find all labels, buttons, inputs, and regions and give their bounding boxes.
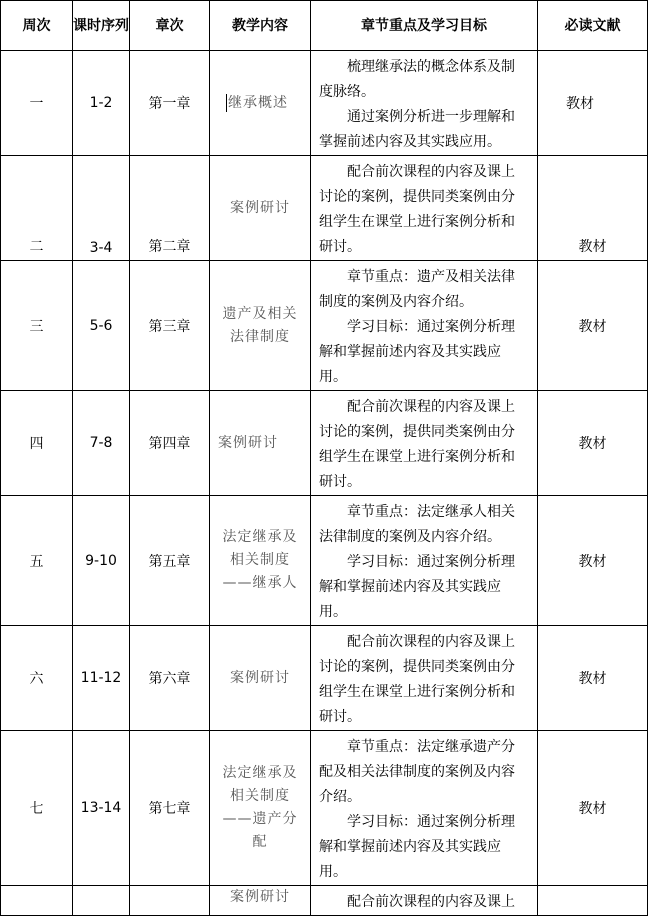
goal-paragraph: 学习目标：通过案例分析理解和掌握前述内容及其实践应用。 (319, 554, 515, 620)
chapter-cell: 第二章 (130, 156, 210, 261)
goal-paragraph: 配合前次课程的内容及课上讨论的案例，提供同类案例由分组学生在课堂上进行案例分析和研讨。 (319, 164, 515, 255)
content-text: 继承概述 (228, 94, 288, 111)
header-goals: 章节重点及学习目标 (311, 1, 538, 51)
chapter-cell: 第六章 (130, 626, 210, 731)
goals-cell (311, 391, 538, 496)
reading-cell (538, 886, 648, 916)
table-row (1, 886, 648, 916)
hours-cell: 1-2 (73, 51, 130, 156)
goal-paragraph: 学习目标：通过案例分析理解和掌握前述内容及其实践应用。 (319, 319, 515, 385)
table-row (1, 731, 648, 886)
hours-cell: 5-6 (73, 261, 130, 391)
chapter-cell: 第七章 (130, 731, 210, 886)
hours-cell: 7-8 (73, 391, 130, 496)
reading-cell: 教材 (538, 51, 648, 156)
hours-cell: 13-14 (73, 731, 130, 886)
table-row (1, 391, 648, 496)
week-cell (1, 886, 73, 916)
hours-cell (73, 886, 130, 916)
chapter-cell: 第一章 (130, 51, 210, 156)
header-chapter: 章次 (130, 1, 210, 51)
text-cursor (226, 94, 227, 112)
goal-paragraph: 梳理继承法的概念体系及制度脉络。 (319, 59, 515, 100)
chapter-cell: 第五章 (130, 496, 210, 626)
goals-cell (311, 156, 538, 261)
hours-cell: 3-4 (73, 156, 130, 261)
reading-cell: 教材 (538, 261, 648, 391)
goal-paragraph: 配合前次课程的内容及课上讨论的案例，提供同类案例由分组学生在课堂上进行案例分析和研讨。 (319, 399, 515, 490)
content-cell: 法定继承及相关制度——遗产分配 (210, 731, 311, 886)
hours-cell: 9-10 (73, 496, 130, 626)
content-cell: 案例研讨 (210, 626, 311, 731)
goal-paragraph: 配合前次课程的内容及课上讨论的案例，提供同类案例由分组学生在课堂上进行案例分析和研讨。 (319, 634, 515, 725)
goals-cell (311, 496, 538, 626)
table-row (1, 156, 648, 261)
week-cell: 三 (1, 261, 73, 391)
content-cell: 遗产及相关法律制度 (210, 261, 311, 391)
content-cell (210, 51, 311, 156)
header-hours: 课时序列 (73, 1, 130, 51)
chapter-cell: 第三章 (130, 261, 210, 391)
goals-cell (311, 51, 538, 156)
goals-cell (311, 731, 538, 886)
week-cell: 二 (1, 156, 73, 261)
hours-cell: 11-12 (73, 626, 130, 731)
goals-cell (311, 626, 538, 731)
chapter-cell (130, 886, 210, 916)
goals-cell (311, 261, 538, 391)
week-cell: 六 (1, 626, 73, 731)
goal-paragraph: 章节重点：法定继承遗产分配及相关法律制度的案例及内容介绍。 (319, 739, 515, 805)
table-header-row (1, 1, 648, 51)
table-row (1, 51, 648, 156)
goal-paragraph: 通过案例分析进一步理解和掌握前述内容及其实践应用。 (319, 109, 515, 150)
reading-cell: 教材 (538, 391, 648, 496)
goal-paragraph: 学习目标：通过案例分析理解和掌握前述内容及其实践应用。 (319, 814, 515, 880)
week-cell: 五 (1, 496, 73, 626)
chapter-cell: 第四章 (130, 391, 210, 496)
header-reading: 必读文献 (538, 1, 648, 51)
goal-paragraph: 章节重点：遗产及相关法律制度的案例及内容介绍。 (319, 269, 515, 310)
content-cell: 法定继承及相关制度——继承人 (210, 496, 311, 626)
week-cell: 四 (1, 391, 73, 496)
table-row (1, 261, 648, 391)
header-week: 周次 (1, 1, 73, 51)
week-cell: 七 (1, 731, 73, 886)
reading-cell: 教材 (538, 496, 648, 626)
table-row (1, 626, 648, 731)
content-cell: 案例研讨 (210, 156, 311, 261)
goal-paragraph: 章节重点：法定继承人相关法律制度的案例及内容介绍。 (319, 504, 515, 545)
table-row (1, 496, 648, 626)
reading-cell: 教材 (538, 626, 648, 731)
header-content: 教学内容 (210, 1, 311, 51)
content-cell: 案例研讨 (210, 391, 311, 496)
week-cell: 一 (1, 51, 73, 156)
goal-paragraph: 配合前次课程的内容及课上 (347, 894, 515, 910)
reading-cell: 教材 (538, 731, 648, 886)
goals-cell (311, 886, 538, 916)
content-cell: 案例研讨 (210, 886, 311, 916)
reading-cell: 教材 (538, 156, 648, 261)
